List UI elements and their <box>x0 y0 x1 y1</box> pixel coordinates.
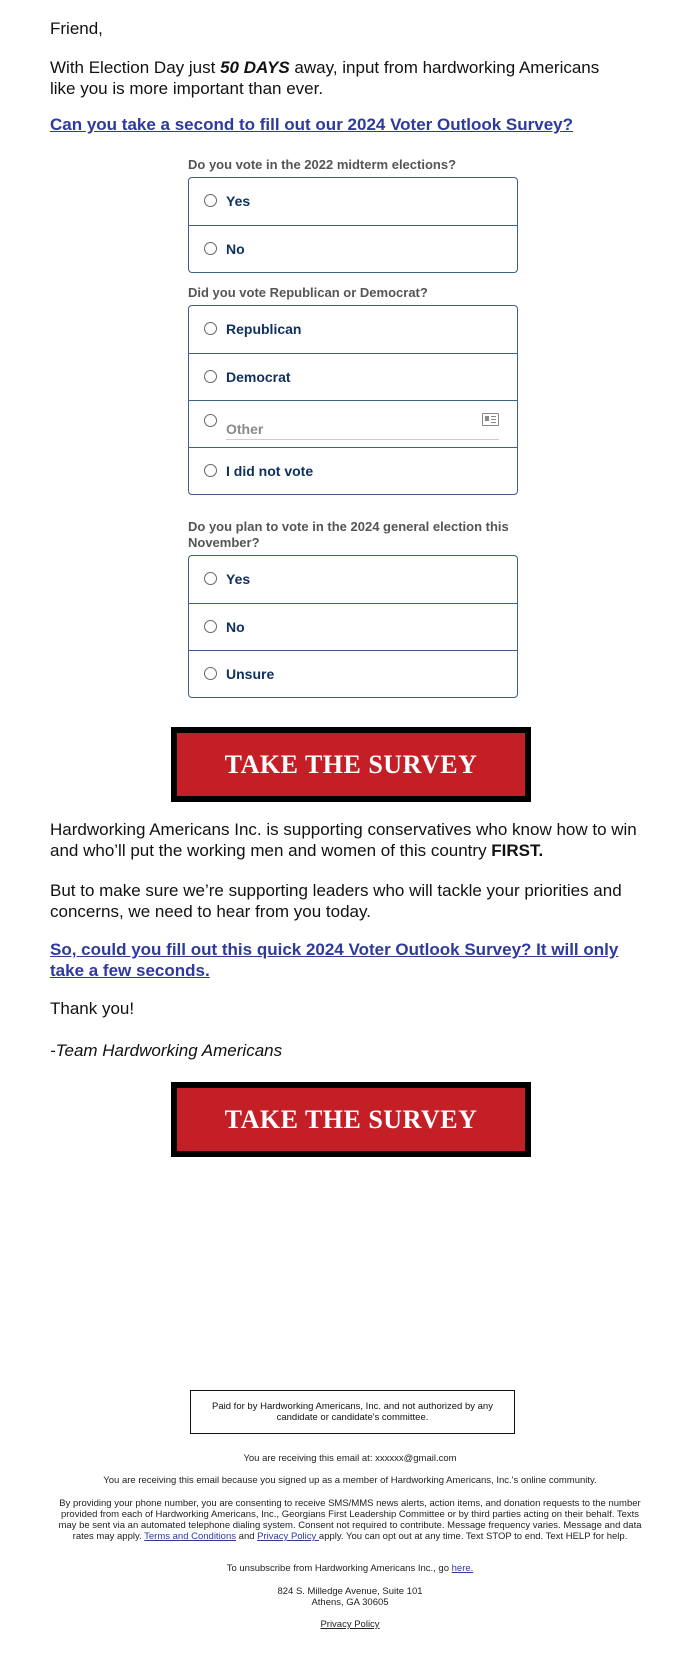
take-survey-label: TAKE THE SURVEY <box>177 1088 525 1151</box>
question-3-options <box>188 555 518 698</box>
option-q2-democrat[interactable] <box>189 353 517 400</box>
signature: -Team Hardworking Americans <box>50 1041 283 1060</box>
survey-question-2 <box>188 285 518 495</box>
survey-question-3 <box>188 519 518 698</box>
address-line-1: 824 S. Milledge Avenue, Suite 101 <box>277 1586 423 1597</box>
unsubscribe-notice <box>0 1563 700 1574</box>
option-q1-no[interactable] <box>189 225 517 272</box>
option-label: Yes <box>226 193 251 209</box>
intro-text-post: away, input from hardworking Americans like you is more important than ever. <box>50 58 600 98</box>
question-2-options <box>188 305 518 495</box>
radio-button[interactable] <box>204 194 217 207</box>
sms-consent-notice <box>55 1498 645 1542</box>
question-2-label: Did you vote Republican or Democrat? <box>188 285 428 300</box>
support-paragraph <box>50 819 650 861</box>
support-text: Hardworking Americans Inc. is supporting conservatives who know how to win and who’ll put the working men and women of this country <box>50 820 637 860</box>
radio-button[interactable] <box>204 572 217 585</box>
priorities-paragraph: But to make sure we’re supporting leaders who will tackle your priorities and concerns, we need to hear from you today. <box>50 881 622 921</box>
intro-text-pre: With Election Day just <box>50 58 221 77</box>
question-1-label: Do you vote in the 2022 midterm elections? <box>188 157 457 172</box>
thanks-text: Thank you! <box>50 999 135 1018</box>
first-emphasis: FIRST. <box>491 841 544 860</box>
radio-button[interactable] <box>204 242 217 255</box>
terms-link[interactable]: Terms and Conditions <box>144 1531 237 1542</box>
survey-link-top[interactable]: Can you take a second to fill out our 2024 Voter Outlook Survey? <box>50 115 574 134</box>
option-label: Yes <box>226 571 251 587</box>
intro-paragraph <box>50 57 610 99</box>
paid-for-disclaimer: Paid for by Hardworking Americans, Inc. and not authorized by any candidate or candidate's committee. <box>190 1390 515 1434</box>
option-label: Unsure <box>226 666 275 682</box>
question-3-label: Do you plan to vote in the 2024 general election this November? <box>188 519 509 550</box>
privacy-policy-footer <box>0 1619 700 1630</box>
unsubscribe-text: To unsubscribe from Hardworking Americans Inc., go <box>226 1563 452 1574</box>
radio-button[interactable] <box>204 464 217 477</box>
option-q2-did-not-vote[interactable] <box>189 447 517 494</box>
option-q3-no[interactable] <box>189 603 517 650</box>
contact-card-icon <box>482 413 499 426</box>
other-input-placeholder[interactable]: Other <box>226 421 264 437</box>
option-label: I did not vote <box>226 463 314 479</box>
radio-button[interactable] <box>204 414 217 427</box>
address-line-2: Athens, GA 30605 <box>311 1597 389 1608</box>
receiving-reason-notice: You are receiving this email because you signed up as a member of Hardworking Americans, Inc.'s online community. <box>103 1475 597 1486</box>
greeting: Friend, <box>50 19 103 38</box>
sms-consent-text: By providing your phone number, you are consenting to receive SMS/MMS news alerts, action items, and donation requests to the number provided from each of Hardworking Americans, Inc., Georgians First Leadership Committee or by third parties acting on their behalf. Texts may be sent via an automated telephone dialing system. Consent not required to contribute. Message frequency varies. Message and data rates may apply. <box>58 1498 642 1542</box>
survey-question-1 <box>188 157 518 273</box>
take-survey-label: TAKE THE SURVEY <box>177 733 525 796</box>
privacy-link-inline[interactable]: Privacy Policy <box>257 1531 319 1542</box>
take-survey-button-2[interactable] <box>171 1082 531 1157</box>
radio-button[interactable] <box>204 620 217 633</box>
sms-and: and <box>236 1531 258 1542</box>
option-label: No <box>226 241 245 257</box>
option-q3-yes[interactable] <box>189 556 517 603</box>
option-label: Republican <box>226 321 302 337</box>
option-label: Democrat <box>226 369 291 385</box>
radio-button[interactable] <box>204 667 217 680</box>
survey-link-bottom[interactable]: So, could you fill out this quick 2024 Voter Outlook Survey? It will only take a few seconds. <box>50 940 619 980</box>
radio-button[interactable] <box>204 322 217 335</box>
question-1-options <box>188 177 518 273</box>
sms-consent-end: apply. You can opt out at any time. Text STOP to end. Text HELP for help. <box>318 1531 628 1542</box>
receiving-email-notice: You are receiving this email at: xxxxxx@gmail.com <box>243 1453 457 1464</box>
privacy-policy-link[interactable]: Privacy Policy <box>320 1619 380 1630</box>
option-q2-other[interactable] <box>189 400 517 447</box>
other-input-underline <box>226 439 499 440</box>
take-survey-button[interactable] <box>171 727 531 802</box>
option-q2-republican[interactable] <box>189 306 517 353</box>
unsubscribe-link[interactable]: here. <box>451 1563 474 1574</box>
option-q3-unsure[interactable] <box>189 650 517 697</box>
days-remaining: 50 DAYS <box>220 58 290 77</box>
option-q1-yes[interactable] <box>189 178 517 225</box>
radio-button[interactable] <box>204 370 217 383</box>
option-label: No <box>226 619 245 635</box>
